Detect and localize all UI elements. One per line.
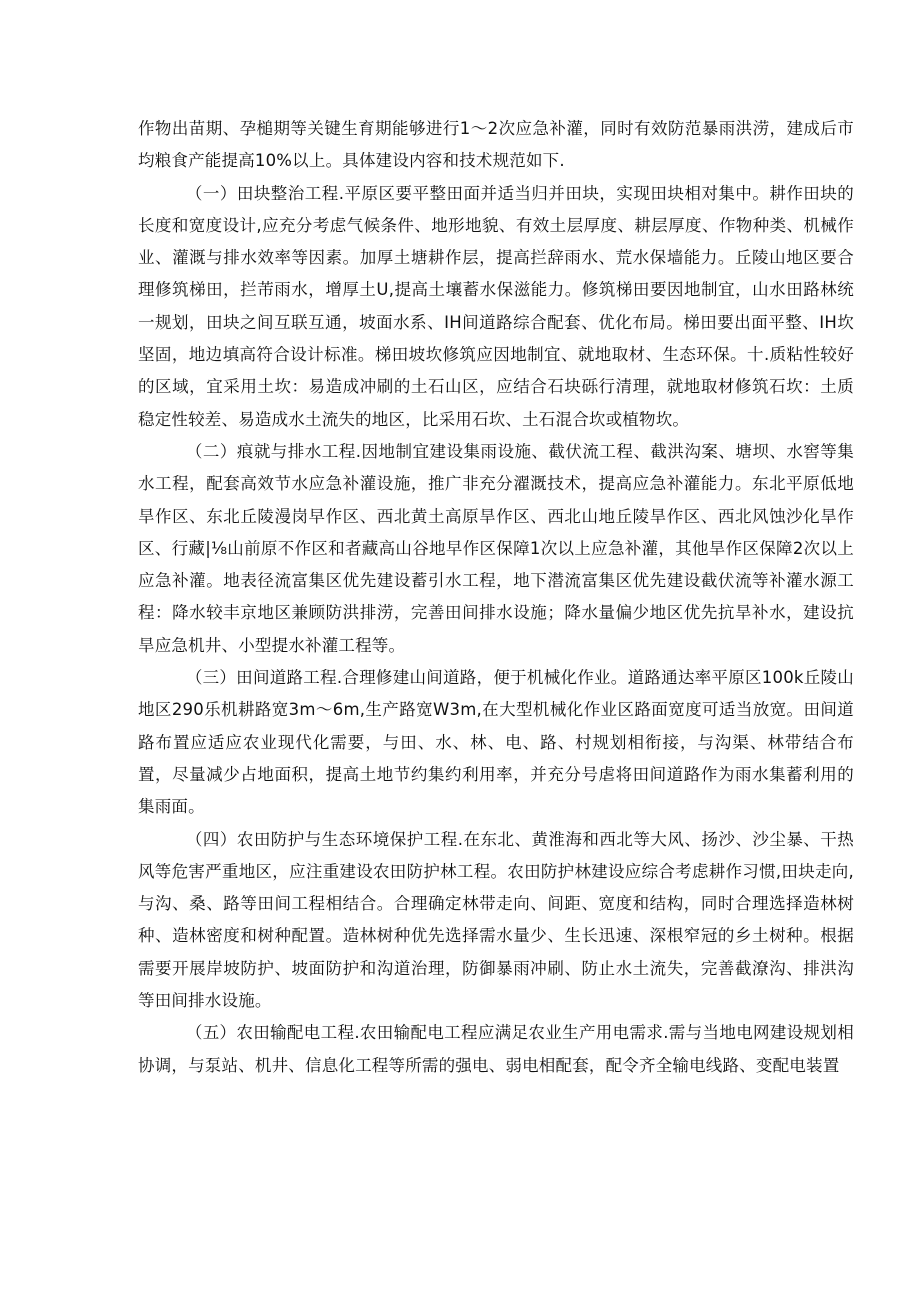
paragraph-farmland-protection: （四）农田防护与生态环境保护工程.在东北、黄淮海和西北等大风、扬沙、沙尘暴、干热风等危害严重地区，应注重建设农田防护林工程。农田防护林建设应综合考虑耕作习惯,田块走向,与沟、桑、路等田间工程相结合。合理确定林带走向、间距、宽度和结构，同时合理选择造林树种、造林密度和树种配置。造林树种优先选择需水量少、生长迅速、深根窄冠的乡土树种。根据需要开展岸坡防护、坡面防护和沟道治理，防御暴雨冲刷、防止水土流失，完善截潦沟、排洪沟等田间排水设施。 bbox=[138, 829, 854, 1011]
document-page bbox=[138, 113, 854, 1082]
paragraph-continuation: 作物出苗期、孕槌期等关键生育期能够进行1～2次应急补灌，同时有效防范暴雨洪涝，建成后市均粮食产能提高10%以上。具体建设内容和技术规范如下. bbox=[138, 119, 854, 171]
paragraph-field-block-works: （一）田块整治工程.平原区要平整田面并适当归并田块，实现田块相对集中。耕作田块的长度和宽度设计,应充分考虑气候条件、地形地貌、有效土层厚度、耕层厚度、作物种类、机械作业、灌溉与排水效率等因素。加厚土塘耕作层，提高拦辞雨水、荒水保墙能力。丘陵山地区要合理修筑梯田，拦芾雨水，增厚土U,提高土壤蓄水保滋能力。修筑梯田要因地制宜，山水田路林统一规划，田块之间互联互通，坡面水系、IH间道路综合配套、优化布局。梯田要出面平整、IH坎坚固，地边填高符合设计标准。梯田坡坎修筑应因地制宜、就地取材、生态环保。十.质粘性较好的区域，宜采用土坎：易造成冲刷的土石山区，应结合石块砾行清理，就地取材修筑石坎：土质稳定性较差、易造成水土流失的地区，比采用石坎、土石混合坎或植物坎。 bbox=[138, 183, 854, 429]
paragraph-irrigation-drainage: （二）痕就与排水工程.因地制宜建设集雨设施、截伏流工程、截洪沟案、塘坝、水窖等集水工程，配套高效节水应急补灌设施，推广非充分濯溉技术，提高应急补灌能力。东北平原低地旱作区、东北丘陵漫岗早作区、西北黄土高原旱作区、西北山地丘陵旱作区、西北风蚀沙化旱作区、行藏|⅛山前原不作区和者藏高山谷地早作区保障1次以上应急补灌，其他旱作区保障2次以上应急补灌。地表径流富集区优先建设蓄引水工程，地下潜流富集区优先建设截伏流等补灌水源工程：降水较丰京地区兼顾防洪排涝，完善田间排水设施；降水量偏少地区优先抗旱补水，建设抗旱应急机井、小型提水补灌工程等。 bbox=[138, 441, 854, 655]
paragraph-field-roads: （三）田间道路工程.合理修建山间道路，便于机械化作业。道路通达率平原区100k丘陵山地区290乐机耕路宽3m～6m,生产路宽W3m,在大型机械化作业区路面宽度可适当放宽。田间道路布置应适应农业现代化需要，与田、水、林、电、路、村规划相衔接，与沟渠、林带结合布置，尽量减少占地面积，提高土地节约集约利用率，并充分号虐将田间道路作为雨水集蓄利用的集雨面。 bbox=[138, 668, 854, 817]
paragraph-power-distribution: （五）农田输配电工程.农田输配电工程应满足农业生产用电需求.需与当地电网建设规划相协调，与泵站、机井、信息化工程等所需的强电、弱电相配套，配令齐全输电线路、变配电装置 bbox=[138, 1023, 854, 1075]
